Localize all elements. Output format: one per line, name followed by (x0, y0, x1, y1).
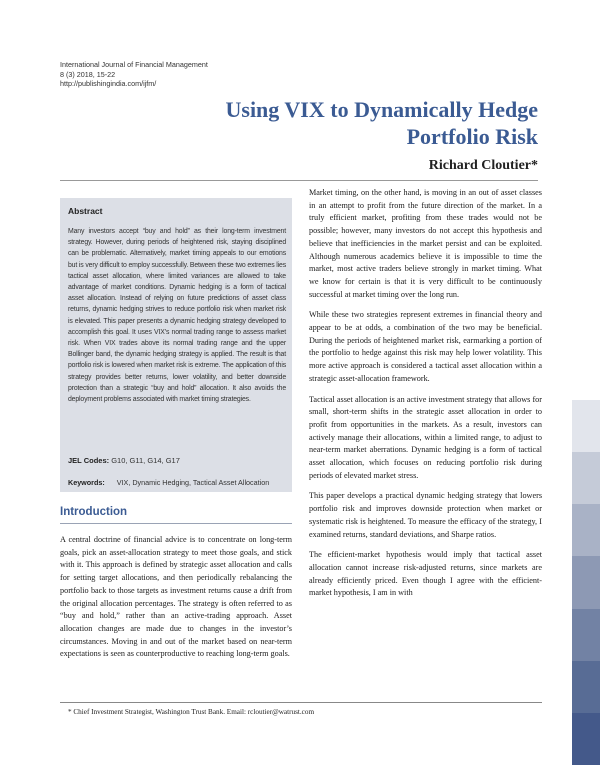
body-paragraph: Market timing, on the other hand, is moving in an out of asset classes in an attempt to profit from the future direction of the market. In a truly efficient market, profiting from these trades would not be possible; however, many investors do not accept this hypothesis and believe that inefficiencies in the market persist and can be exploited. Although numerous academics believe it is impossible to time the market, most active traders believe strongly in market timing. What we know for certain is that it is very difficult to be continuously successful at market timing over the long run. (309, 188, 542, 299)
paper-author: Richard Cloutier* (428, 158, 538, 173)
keywords-label: Keywords: (68, 478, 105, 487)
color-band (572, 661, 600, 713)
author-footnote: * Chief Investment Strategist, Washington Trust Bank. Email: rcloutier@watrust.com (68, 708, 315, 716)
color-band (572, 452, 600, 504)
abstract-box (60, 198, 292, 492)
color-band (572, 400, 600, 452)
abstract-text: Many investors accept “buy and hold” as their long-term investment strategy. However, during periods of heightened risk, staying disciplined can be problematic. Alternatively, market timing appeals to our emotions but is very difficult to employ successfully. Between these two extremes lies tactical asset allocation, where limited variances are allowed to take advantage of market conditions. Dynamic hedging is a form of tactical asset allocation. Instead of relying on future predictions of asset class returns, dynamic hedging strives to reduce portfolio risk when market risk is elevated. This paper presents a dynamic hedging strategy developed to accomplish this goal. It uses VIX’s normal trading range to assess market risk. When VIX trades above its normal trading range and the upper Bollinger band, the dynamic hedging strategy is applied. The result is that portfolio risk is lowered when market risk is extreme. The application of this strategy provides better returns, lower volatility, and better downside protection than a strategic “buy and hold” allocation. It also avoids the deployment problems associated with market timing strategies. (68, 228, 286, 404)
body-paragraph: This paper develops a practical dynamic hedging strategy that lowers portfolio risk and improves downside protection when market or systematic risk is heightened. To measure the efficacy of the strategy, I examined returns, standard deviations, and Sharpe ratios. (309, 491, 542, 539)
journal-info (60, 60, 208, 89)
introduction-heading: Introduction (60, 506, 128, 518)
introduction-divider (60, 523, 292, 524)
right-column-body (309, 187, 542, 608)
header-divider (60, 180, 538, 181)
paper-title: Using VIX to Dynamically Hedge Portfolio Risk (225, 97, 538, 149)
journal-name: International Journal of Financial Management (60, 60, 208, 69)
jel-value: G10, G11, G14, G17 (111, 456, 180, 465)
color-band (572, 556, 600, 608)
color-band (572, 504, 600, 556)
journal-volume: 8 (3) 2018, 15-22 (60, 69, 116, 79)
body-paragraph: A central doctrine of financial advice is to concentrate on long-term goals, pick an asset-allocation strategy to meet those goals, and stick with it. This approach is defined by strategic asset allocation and calls for setting target allocations, and then periodically rebalancing the portfolio back to those targets as investment returns cause a drift from the original allocation percentages. The strategy is often referred to as “buy and hold,” rather than an active-trading approach. Asset allocation changes are made due to changes in the investor’s circumstances. Moving in and out of the market based on near-term expectations is seen as counterproductive to reaching long-term goals. (60, 535, 292, 659)
abstract-heading: Abstract (68, 206, 103, 216)
color-band (572, 609, 600, 661)
keywords (68, 478, 269, 487)
footnote-divider (60, 702, 542, 703)
jel-label: JEL Codes: (68, 456, 110, 465)
decorative-color-bar (572, 400, 600, 765)
jel-codes (68, 456, 180, 465)
keywords-value: VIX, Dynamic Hedging, Tactical Asset Allocation (116, 478, 270, 487)
left-column-body (60, 534, 292, 669)
body-paragraph: Tactical asset allocation is an active investment strategy that allows for small, short-term shifts in the strategic asset allocation in order to profit from opportunities in the markets. As a result, investors can actively manage their allocations, within a limited range, to adjust to near-term market aberrations. Dynamic hedging is a form of tactical asset allocation, which focuses on reducing portfolio risk during periods of elevated market stress. (309, 394, 542, 480)
body-paragraph: The efficient-market hypothesis would imply that tactical asset allocation cannot increase risk-adjusted returns, since markets are already efficiently priced. Even though I agree with the efficient-market hypothesis, I am in with (309, 550, 542, 598)
body-paragraph: While these two strategies represent extremes in financial theory and appear to be at odds, a combination of the two may be beneficial. During the periods of heightened market risk, earmarking a portion of the portfolio to hedge against this risk may help lower volatility. This more active approach is considered a tactical asset allocation within a strategic asset-allocation framework. (309, 310, 542, 383)
color-band (572, 713, 600, 765)
journal-url[interactable]: http://publishingindia.com/ijfm/ (60, 79, 157, 89)
